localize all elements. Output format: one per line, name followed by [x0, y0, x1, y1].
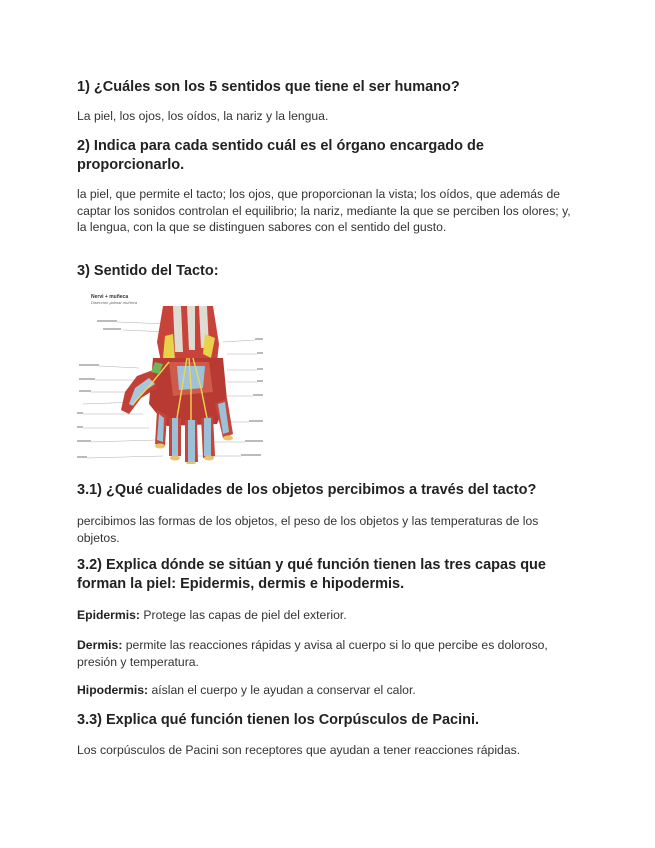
- question-3-3-heading: 3.3) Explica qué función tienen los Corpúsculos de Pacini.: [77, 712, 480, 728]
- question-3-1-answer: percibimos las formas de los objetos, el peso de los objetos y las temperaturas de los objetos.: [77, 514, 539, 545]
- epidermis-label: Epidermis:: [77, 608, 140, 622]
- question-3-2-heading: 3.2) Explica dónde se sitúan y qué función tienen las tres capas que forman la piel: Epidermis, dermis e hipodermis.: [77, 557, 546, 592]
- dermis-paragraph: [77, 637, 577, 670]
- figure-title: Nervi + muñeca: [91, 294, 129, 300]
- epidermis-text: Protege las capas de piel del exterior.: [140, 608, 347, 622]
- hipodermis-paragraph: [77, 682, 577, 699]
- hand-anatomy-figure: [77, 292, 263, 464]
- dermis-label: Dermis:: [77, 638, 123, 652]
- epidermis-paragraph: [77, 607, 577, 624]
- question-1-answer: La piel, los ojos, los oídos, la nariz y la lengua.: [77, 109, 329, 123]
- hipodermis-label: Hipodermis:: [77, 683, 149, 697]
- question-3-1-heading: 3.1) ¿Qué cualidades de los objetos percibimos a través del tacto?: [77, 482, 537, 498]
- question-3-heading: 3) Sentido del Tacto:: [77, 263, 219, 279]
- figure-subtitle: Disección palmar muñeca: [91, 300, 138, 305]
- hand-illustration: [77, 292, 263, 464]
- question-2-heading: 2) Indica para cada sentido cuál es el órgano encargado de proporcionarlo.: [77, 138, 484, 173]
- hipodermis-text: aíslan el cuerpo y le ayudan a conservar el calor.: [148, 683, 416, 697]
- dermis-text: permite las reacciones rápidas y avisa al cuerpo si lo que percibe es doloroso, presión y temperatura.: [77, 638, 548, 669]
- question-1-heading: 1) ¿Cuáles son los 5 sentidos que tiene el ser humano?: [77, 79, 460, 95]
- question-3-3-answer: Los corpúsculos de Pacini son receptores que ayudan a tener reacciones rápidas.: [77, 743, 521, 757]
- question-2-answer: la piel, que permite el tacto; los ojos, que proporcionan la vista; los oídos, que además de captar los sonidos controlan el equilibrio; la nariz, mediante la que se perciben los olores; y, la lengua, con la que se distinguen sabores con el sentido del gusto.: [77, 187, 571, 234]
